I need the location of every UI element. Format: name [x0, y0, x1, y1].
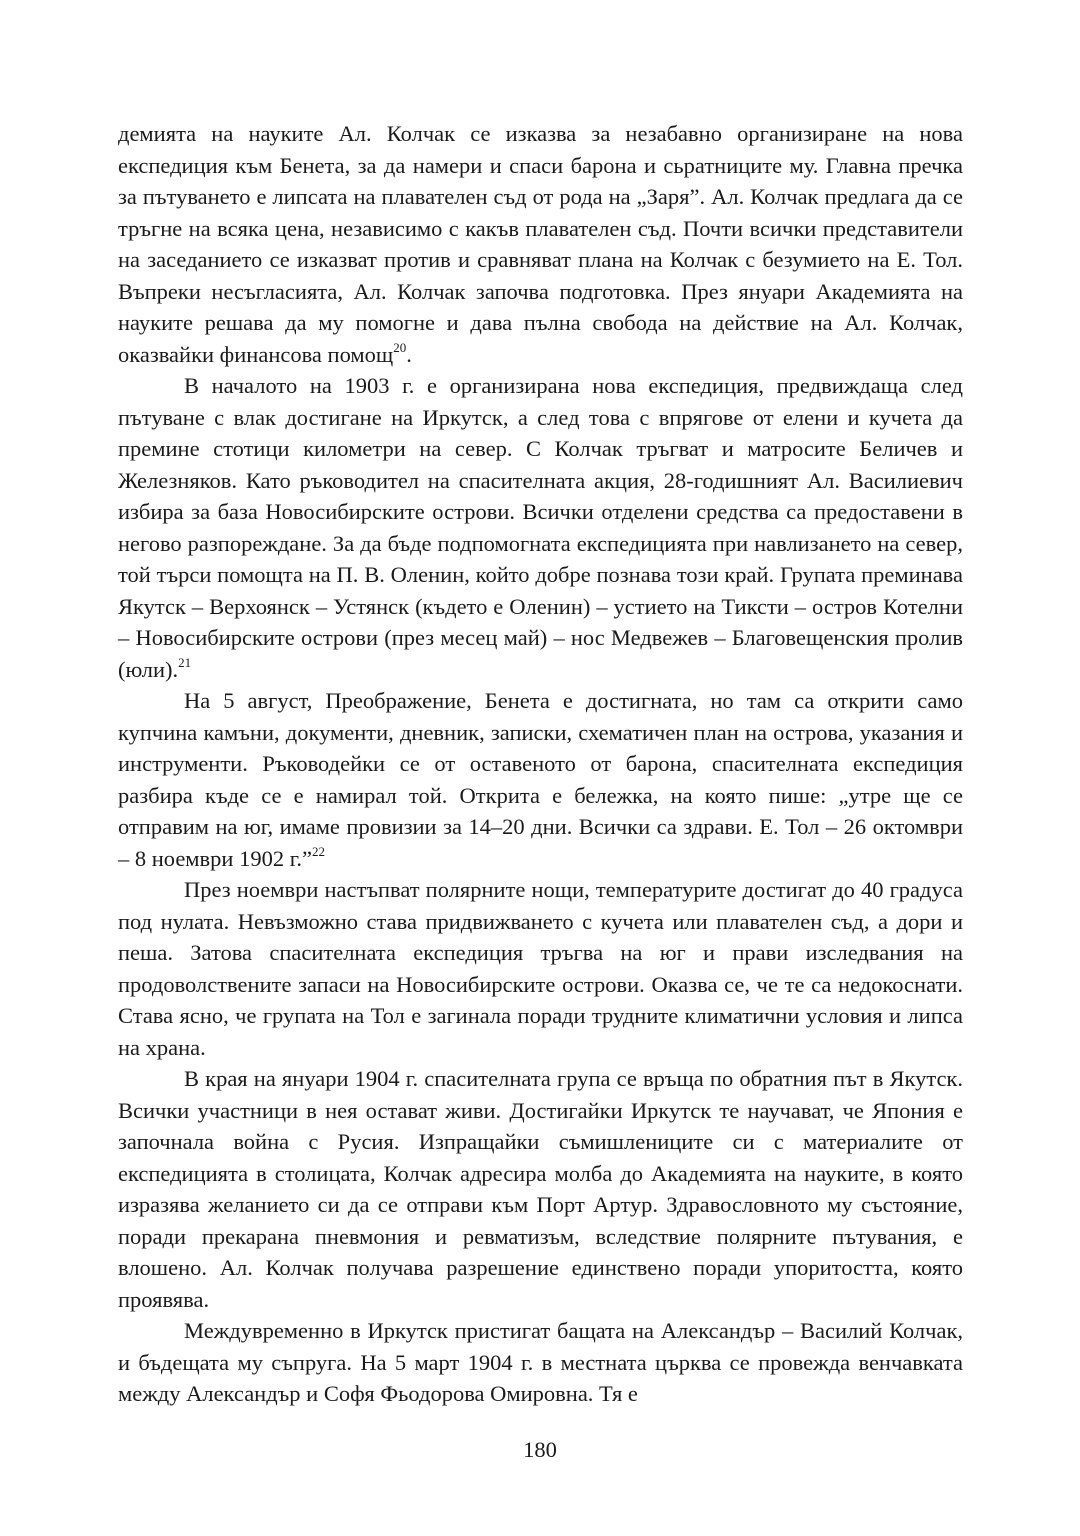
paragraph-4	[118, 874, 963, 1063]
paragraph-4-text: През ноември настъпват полярните нощи, температурите достигат до 40 градуса под нулата. Невъзможно става придвижването с кучета или плавателен съд, а дори и пеша. Затова спасителната експедиция тръгва на юг и прави изследвания на продоволствените запаси на Новосибирските острови. Оказва се, че те са недокоснати. Става ясно, че групата на Тол е загинала поради трудните климатични условия и липса на храна.	[118, 877, 963, 1060]
paragraph-5-text: В края на януари 1904 г. спасителната група се връща по обратния път в Якутск. Всички участници в нея остават живи. Достигайки Иркутск те научават, че Япония е започнала война с Русия. Изпращайки съмишлениците си с материалите от експедицията в столицата, Колчак адресира молба до Академията на науките, в която изразява желанието си да се отправи към Порт Артур. Здравословното му състояние, поради прекарана пневмония и ревматизъм, вследствие полярните пътувания, е влошено. Ал. Колчак получава разрешение единствено поради упоритостта, която проявява.	[118, 1066, 963, 1312]
paragraph-3	[118, 685, 963, 874]
paragraph-5	[118, 1063, 963, 1315]
footnote-ref-22: 22	[312, 844, 326, 859]
paragraph-1-text: демията на науките Ал. Колчак се изказва за незабавно организиране на нова експедиция към Бенета, за да намери и спаси барона и сьратниците му. Главна пречка за пътуването е липсата на плавателен съд от рода на „Заря”. Ал. Колчак предлага да се тръгне на всяка цена, независимо с какъв плавателен съд. Почти всички представители на заседанието се изказват против и сравняват плана на Колчак с безумието на Е. Тол. Въпреки несъгласията, Ал. Колчак започва подготовка. През януари Академията на науките решава да му помогне и дава пълна свобода на действие на Ал. Колчак, оказвайки финансова помощ	[118, 121, 963, 367]
paragraph-2-text: В началото на 1903 г. е организирана нова експедиция, предвиждаща след пътуване с влак достигане на Иркутск, а след това с впрягове от елени и кучета да премине стотици километри на север. С Колчак тръгват и матросите Беличев и Железняков. Като ръководител на спасителната акция, 28-годишният Ал. Василиевич избира за база Новосибирските острови. Всички отделени средства са предоставени в негово разпореждане. За да бъде подпомогната експедицията при навлизането на север, той търси помощта на П. В. Оленин, който добре познава този край. Групата преминава Якутск – Верхоянск – Устянск (където е Оленин) – устието на Тиксти – остров Котелни – Новосибирските острови (през месец май) – нос Медвежев – Благовещенския пролив (юли).	[118, 373, 963, 682]
paragraph-3-text: На 5 август, Преображение, Бенета е достигната, но там са открити само купчина камъни, документи, дневник, записки, схематичен план на острова, указания и инструменти. Ръководейки се от оставеното от барона, спасителната експедиция разбира къде се е намирал той. Открита е бележка, на която пише: „утре ще се отправим на юг, имаме провизии за 14–20 дни. Всички са здрави. Е. Тол – 26 октомври – 8 ноември 1902 г.”	[118, 688, 963, 871]
paragraph-6	[118, 1315, 963, 1410]
footnote-ref-21: 21	[178, 655, 192, 670]
paragraph-6-text: Междувременно в Иркутск пристигат бащата на Александър – Василий Колчак, и бъдещата му съпруга. На 5 март 1904 г. в местната църква се провежда венчавката между Александър и Софя Фьодорова Омировна. Тя е	[118, 1318, 963, 1406]
paragraph-1	[118, 118, 963, 370]
paragraph-2	[118, 370, 963, 685]
body-text	[118, 118, 963, 1410]
page-number: 180	[523, 1437, 557, 1462]
paragraph-1-tail: .	[406, 341, 412, 367]
footnote-ref-20: 20	[393, 340, 407, 355]
